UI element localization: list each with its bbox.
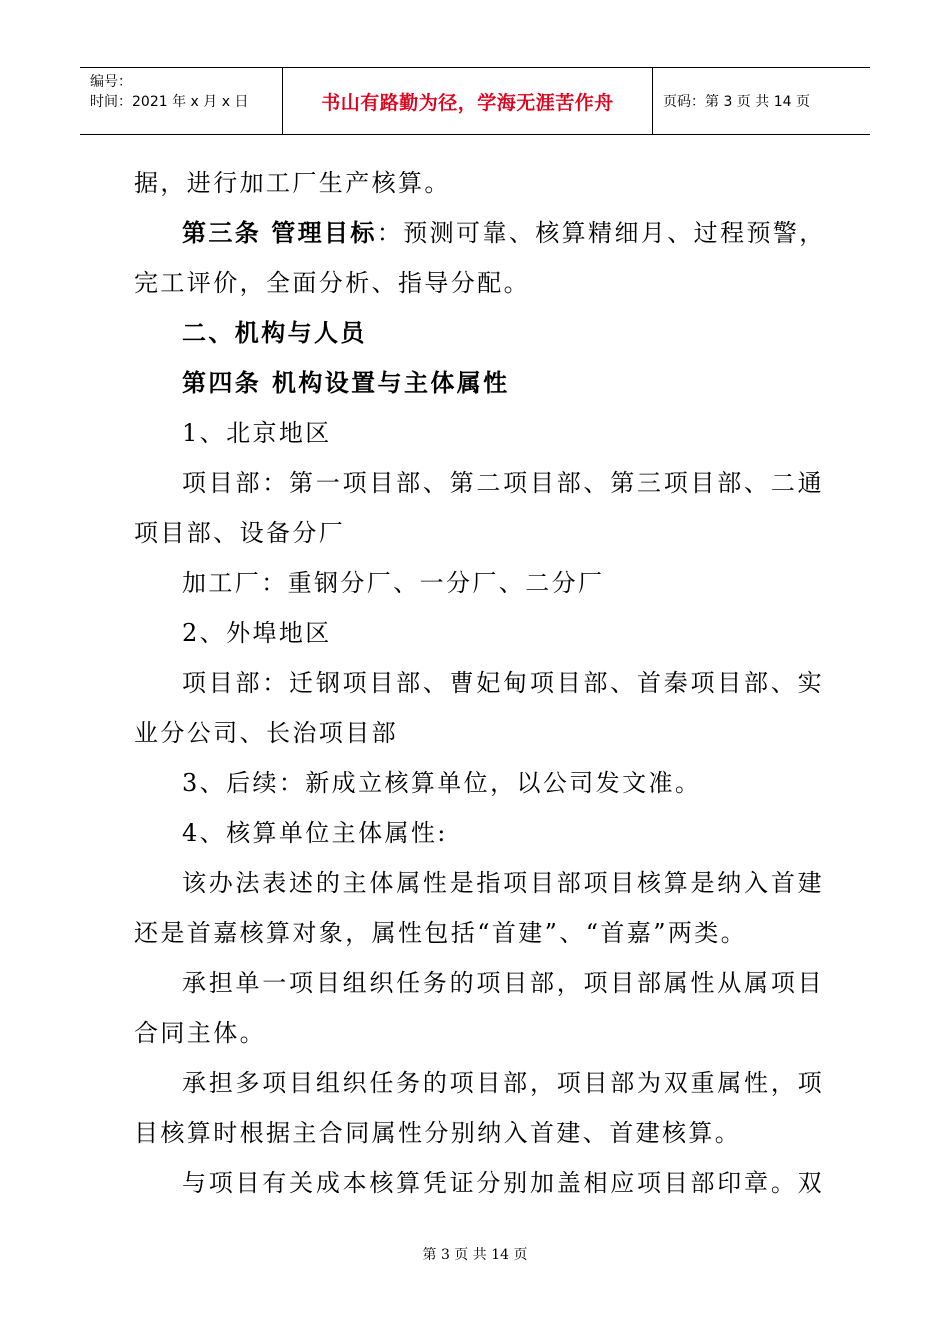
paragraph-line: 项目部、设备分厂	[134, 519, 346, 547]
header-motto: 书山有路勤为径，学海无涯苦作舟	[321, 91, 614, 114]
article-3-subject: 管理目标	[271, 218, 377, 247]
page-header	[80, 67, 870, 135]
section-heading: 二、机构与人员	[182, 318, 367, 347]
list-item: 1、北京地区	[182, 419, 332, 447]
paragraph-line: 与项目有关成本核算凭证分别加盖相应项目部印章。双	[182, 1169, 824, 1197]
document-body	[134, 158, 824, 1208]
header-page-info: 页码：第 3 页 共 14 页	[663, 94, 810, 110]
paragraph-line: 还是首嘉核算对象，属性包括“首建”、“首嘉”两类。	[134, 919, 748, 947]
article-3-line	[134, 208, 824, 258]
list-item: 3、后续：新成立核算单位，以公司发文准。	[182, 769, 702, 797]
paragraph-line: 承担单一项目组织任务的项目部，项目部属性从属项目	[182, 969, 824, 997]
document-date: 时间：2021 年 x 月 x 日	[90, 94, 249, 110]
paragraph-line: 据，进行加工厂生产核算。	[134, 169, 451, 197]
paragraph-line: 承担多项目组织任务的项目部，项目部为双重属性，项	[182, 1069, 824, 1097]
article-3-heading: 第三条	[182, 218, 262, 247]
paragraph-line: 合同主体。	[134, 1019, 266, 1047]
article-3-text: ：预测可靠、核算精细月、过程预警，	[376, 219, 826, 247]
article-4-heading: 第四条 机构设置与主体属性	[182, 368, 510, 397]
header-page-info-cell	[653, 68, 870, 134]
paragraph-line: 项目部：第一项目部、第二项目部、第三项目部、二通	[182, 469, 824, 497]
list-item: 2、外埠地区	[182, 619, 332, 647]
header-motto-cell	[283, 68, 653, 134]
page-footer: 第 3 页 共 14 页	[422, 1247, 528, 1263]
list-item: 4、核算单位主体属性:	[182, 819, 448, 847]
header-meta	[80, 68, 283, 134]
paragraph-line: 加工厂：重钢分厂、一分厂、二分厂	[182, 569, 605, 597]
paragraph-line: 该办法表述的主体属性是指项目部项目核算是纳入首建	[182, 869, 824, 897]
paragraph-line: 目核算时根据主合同属性分别纳入首建、首建核算。	[134, 1119, 742, 1147]
paragraph-line: 业分公司、长治项目部	[134, 719, 398, 747]
paragraph-line: 项目部：迁钢项目部、曹妃甸项目部、首秦项目部、实	[182, 669, 824, 697]
paragraph-line: 完工评价，全面分析、指导分配。	[134, 269, 530, 297]
document-number-label: 编号：	[90, 74, 132, 90]
